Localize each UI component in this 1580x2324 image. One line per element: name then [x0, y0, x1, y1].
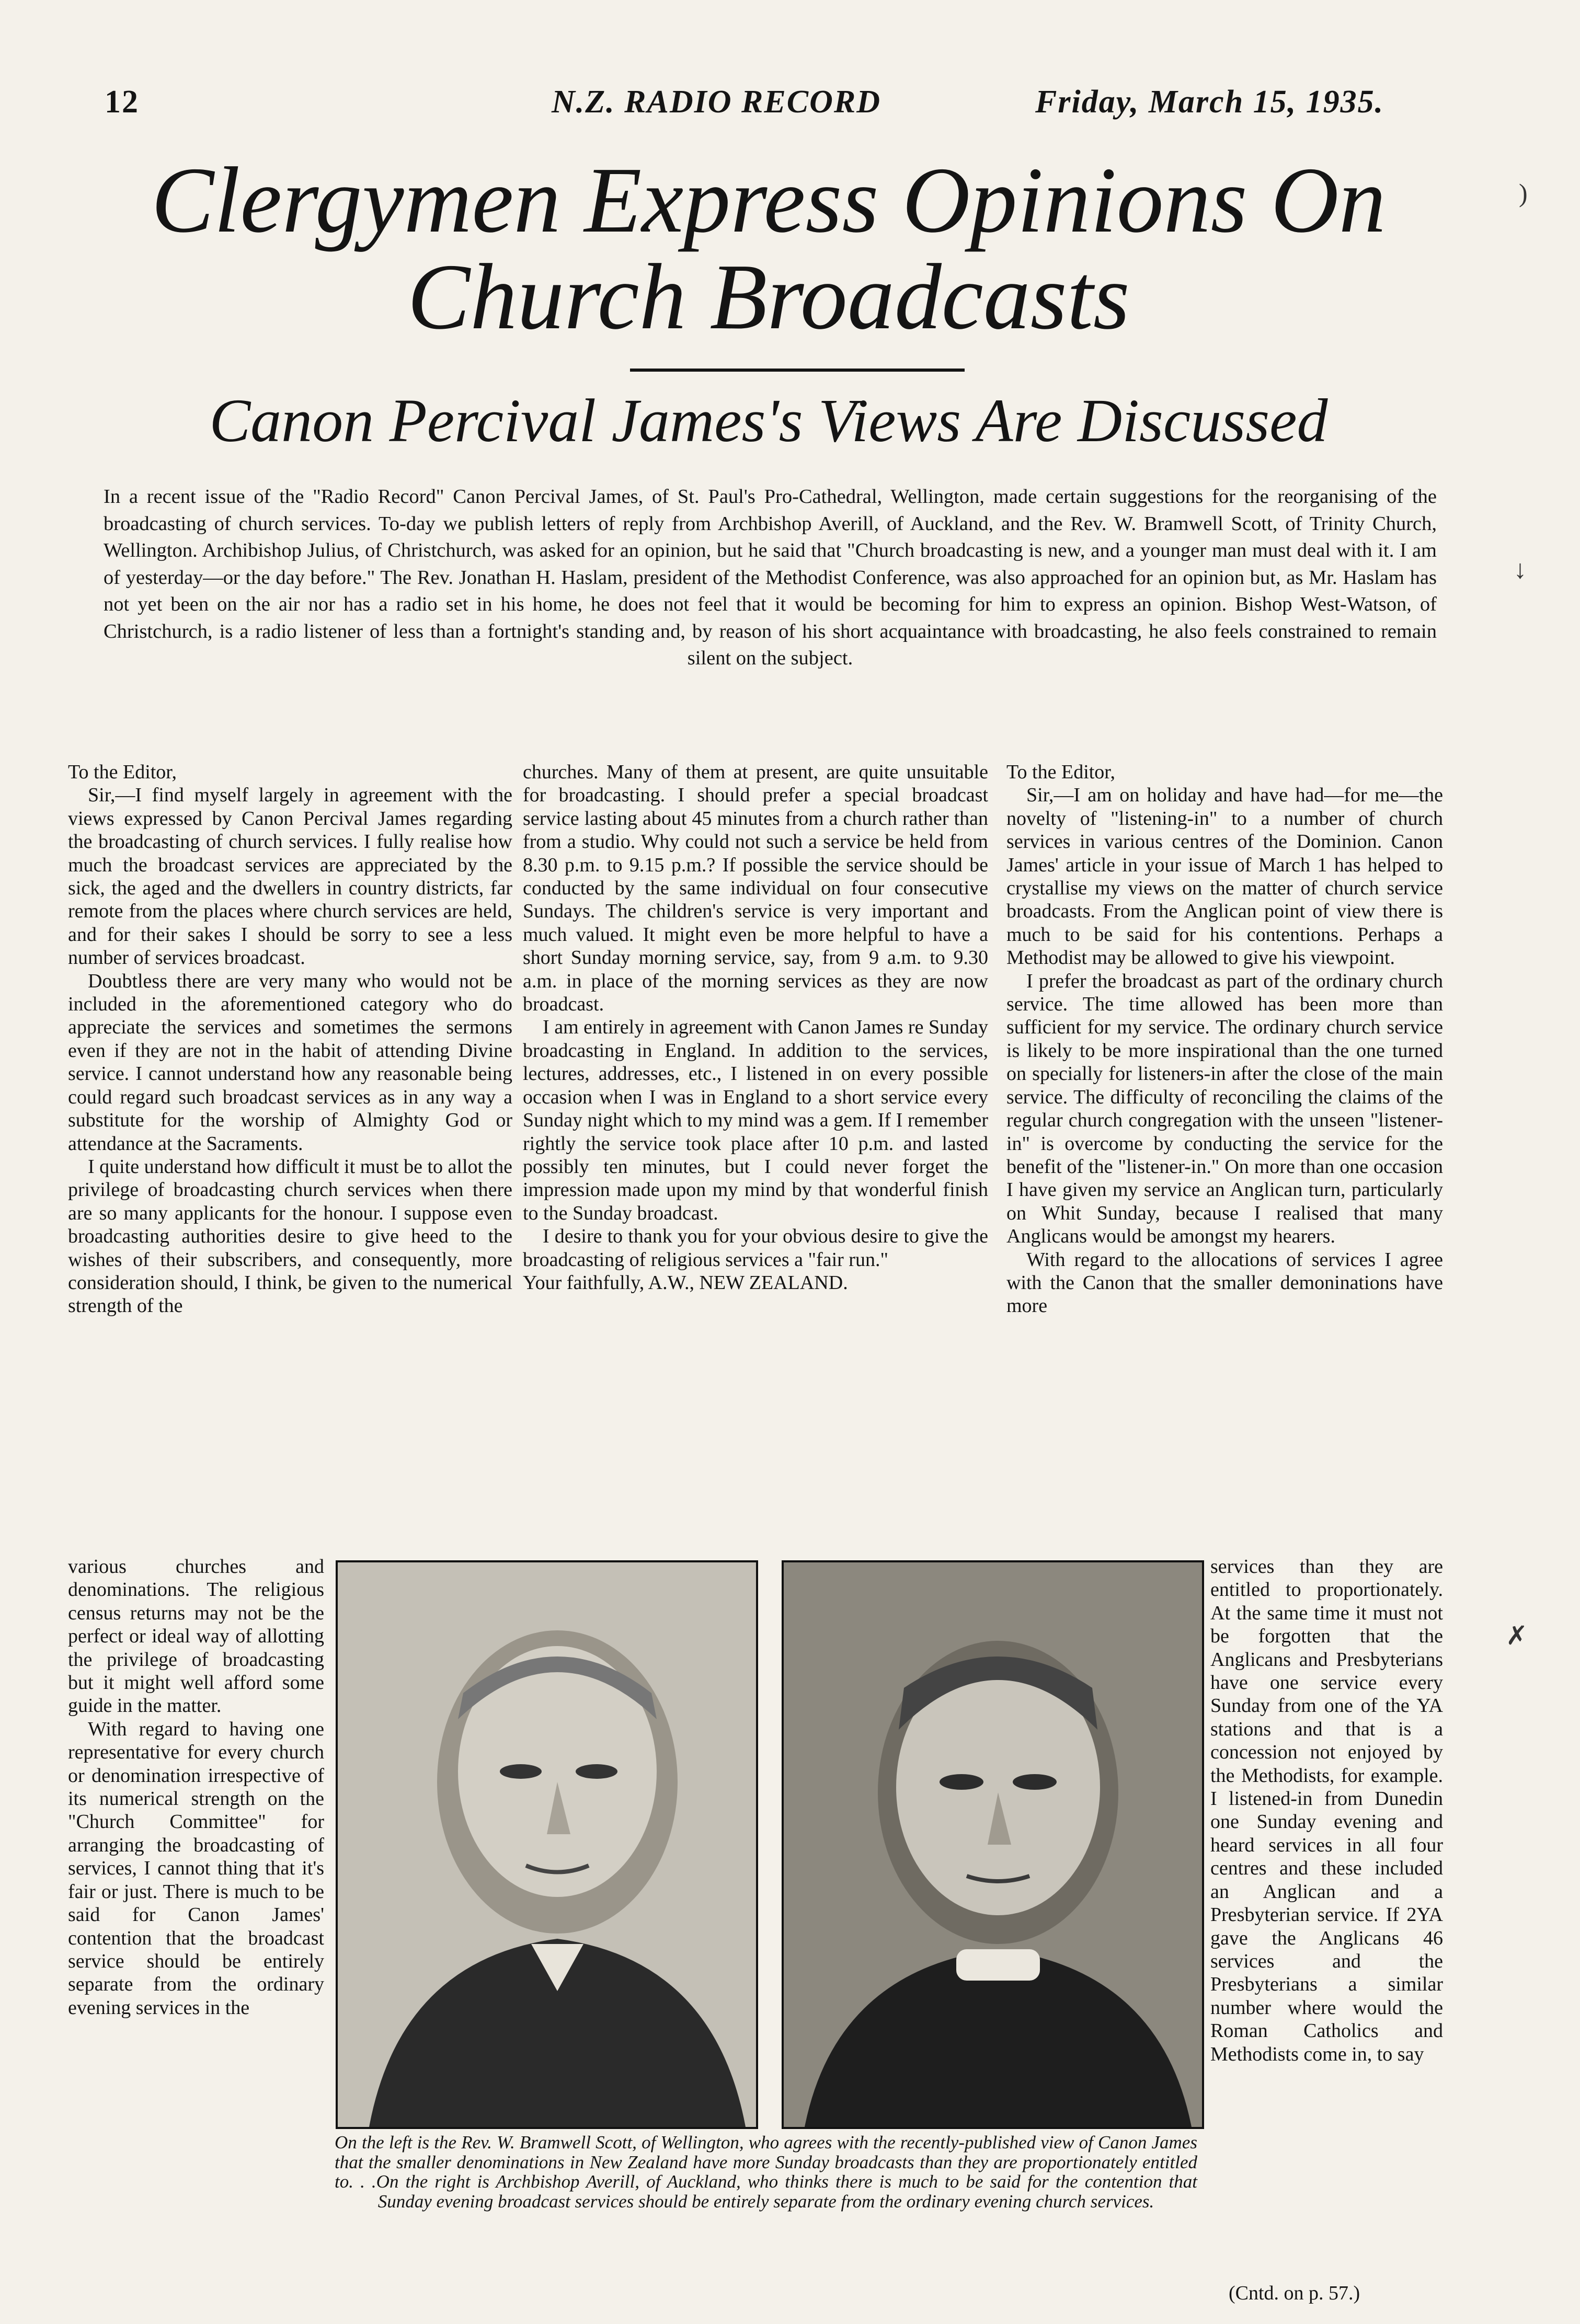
headline: Clergymen Express Opinions On Church Broadcasts — [151, 148, 1386, 349]
subheadline: Canon Percival James's Views Are Discussed — [209, 386, 1328, 455]
letter-one-column-2 — [523, 761, 988, 1555]
letter-two-paragraph: services than they are entitled to proportionately. At the same time it must not be forgotten that the Anglicans and Presbyterians have one service every Sunday from one of the YA stations and that is a concession not enjoyed by the Methodists, for example. I listened-in from Dunedin one Sunday evening and heard services in all four centres and these included an Anglican and a Presbyterian service. If 2YA gave the Anglicans 46 services and the Presbyterians a similar number where would the Roman Catholics and Methodists come in, to say — [1210, 1556, 1443, 2065]
headline-rule — [630, 369, 965, 372]
letter-one-paragraph: With regard to having one representative for every church or denomination irrespective of its numerical strength on the "Church Committee" for arranging the broadcasting of services, I cannot thing that it's fair or just. There is much to be said for Canon James' contention that the broadcast service should be entirely separate from the ordinary evening services in the — [68, 1718, 324, 2019]
letter-one-paragraph: Sir,—I find myself largely in agreement with the views expressed by Canon Percival James regarding the broadcasting of church services. I fully realise how much the broadcast services are appreciated by the sick, the aged and the dwellers in country districts, far remote from the places where church services are held, and for their sakes I should be sorry to see a less number of services broadcast. — [68, 784, 512, 969]
photo-caption: On the left is the Rev. W. Bramwell Scott, of Wellington, who agrees with the recently-published view of Canon James that the smaller denominations in New Zealand have more Sunday broadcasts than they are proportionately entitled to. . .On the right is Archbishop Averill, of Auckland, who thinks there is much to be said for the contention that Sunday evening broadcast services should be entirely separate from the ordinary evening church services. — [335, 2132, 1197, 2212]
intro-paragraph: In a recent issue of the "Radio Record" Canon Percival James, of St. Paul's Pro-Cathedral, Wellington, made certain suggestions for the reorganising of the broadcasting of church services. To-day we publish letters of reply from Archbishop Averill, of Auckland, and the Rev. W. Bramwell Scott, of Trinity Church, Wellington. Archibishop Julius, of Christchurch, was asked for an opinion, but he said that "Church broadcasting is new, and a younger man must deal with it. I am of yesterday—or the day before." The Rev. Jonathan H. Haslam, president of the Methodist Conference, was also approached for an opinion but, as Mr. Haslam has not yet been on the air nor has a radio set in his home, he does not feel that it would be becoming for him to express an opinion. Bishop West-Watson, of Christchurch, is a radio listener of less than a fortnight's standing and, by reason of his short acquaintance with broadcasting, he also feels constrained to remain silent on the subject. — [104, 486, 1437, 669]
letter-one-paragraph: I desire to thank you for your obvious desire to give the broadcasting of religious services a "fair run." — [523, 1225, 988, 1271]
letter-one-salutation: To the Editor, — [68, 761, 177, 783]
margin-mark-icon: ↓ — [1514, 555, 1527, 584]
letter-two-column-lower — [1210, 1555, 1443, 2266]
letter-two-paragraph: With regard to the allocations of services I agree with the Canon that the smaller demoninations have more — [1006, 1248, 1443, 1317]
margin-mark-icon: ) — [1519, 178, 1528, 208]
continued-note: (Cntd. on p. 57.) — [1229, 2282, 1360, 2304]
letter-one-paragraph: I am entirely in agreement with Canon James re Sunday broadcasting in England. In addition to the services, lectures, addresses, etc., I listened in on every possible occasion when I was in England to a short service every Sunday night which to my mind was a gem. If I remember rightly the service took place after 10 p.m. and lasted possibly ten minutes, but I could never forget the impression made upon my mind by that wonderful finish to the Sunday broadcast. — [523, 1016, 988, 1224]
page-number: 12 — [105, 84, 139, 120]
letter-one-paragraph: Doubtless there are very many who would not be included in the aforementioned category who do appreciate the services and sometimes the sermons even if they are not in the habit of attending Divine service. I cannot understand how any reasonable being could regard such broadcast services as in any way a substitute for the worship of Almighty God or attendance at the Sacraments. — [68, 970, 512, 1155]
letter-two-paragraph: Sir,—I am on holiday and have had—for me—the novelty of "listening-in" to a number of church services in various centres of the Dominion. Canon James' article in your issue of March 1 has helped to crystallise my views on the matter of church service broadcasts. From the Anglican point of view there is much to be said for his contentions. Perhaps a Methodist may be allowed to give his viewpoint. — [1006, 784, 1443, 969]
letter-one-column-1-lower — [68, 1555, 324, 2287]
letter-one-column-1 — [68, 761, 512, 1555]
margin-mark-icon: ✗ — [1506, 1621, 1528, 1650]
letter-one-paragraph: I quite understand how difficult it must be to allot the privilege of broadcasting church services when there are so many applicants for the honour. I suppose even broadcasting authorities desire to give heed to the wishes of their subscribers, and consequently, more consideration should, I think, be given to the numerical strength of the — [68, 1155, 512, 1317]
letter-one-paragraph: various churches and denominations. The religious census returns may not be the perfect or ideal way of allotting the privilege of broadcasting but it might well afford some guide in the matter. — [68, 1556, 324, 1717]
portrait-archbishop-averill — [782, 1560, 1204, 2129]
letter-two-paragraph: I prefer the broadcast as part of the ordinary church service. The time allowed has been more than sufficient for my service. The ordinary church service is likely to be more inspirational than the one turned on specially for listeners-in after the close of the main service. The difficulty of reconciling the claims of the regular church congregation with the unseen "listener-in" is overcome by conducting the service for the benefit of the "listener-in." On more than one occasion I have given my service an Anglican turn, particularly on Whit Sunday, because I realised that many Anglicans would be amongst my hearers. — [1006, 970, 1443, 1248]
letter-two-salutation: To the Editor, — [1006, 761, 1115, 783]
letter-one-paragraph: churches. Many of them at present, are quite unsuitable for broadcasting. I should prefer a special broadcast service lasting about 45 minutes from a church rather than from a studio. Why could not such a service be held from 8.30 p.m. to 9.15 p.m.? If possible the service should be conducted by the same individual on four consecutive Sundays. The children's service is very important and much valued. It might even be more helpful to have a short Sunday morning service, say, from 9 a.m. to 9.30 a.m. in place of the morning services as they are now broadcast. — [523, 761, 988, 1016]
masthead: N.Z. RADIO RECORD — [552, 84, 881, 120]
portrait-bramwell-scott — [336, 1560, 758, 2129]
issue-date: Friday, March 15, 1935. — [1035, 84, 1384, 120]
letter-two-column — [1006, 761, 1443, 1558]
letter-one-signoff: Your faithfully, A.W., NEW ZEALAND. — [523, 1271, 848, 1294]
